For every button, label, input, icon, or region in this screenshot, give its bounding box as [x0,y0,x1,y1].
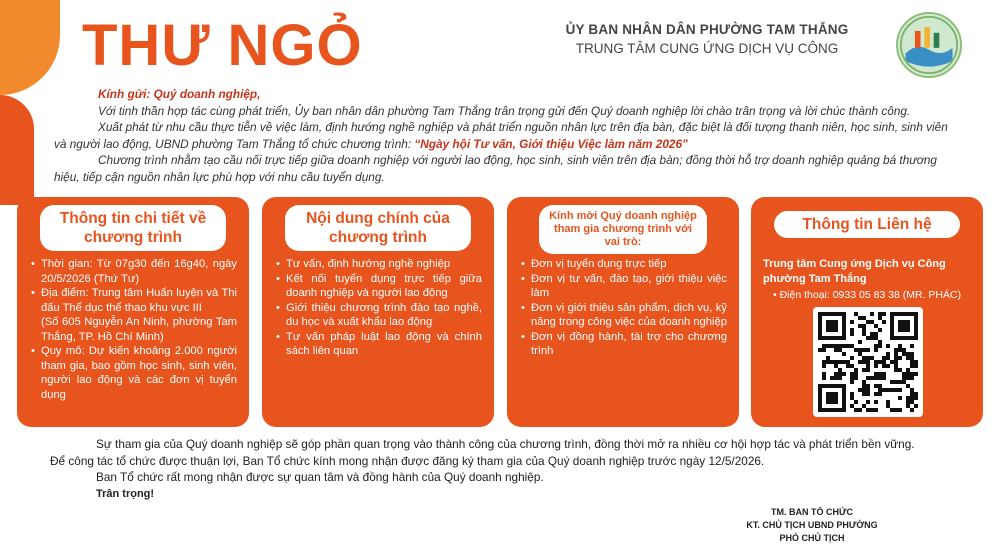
intro-paragraph-1: Với tinh thần hợp tác cùng phát triển, Ủy ban nhân dân phường Tam Thắng trân trọng gửi đến Quý doanh nghiệp lời chào trân trọng và lời chúc thành công. [98,103,911,118]
list-item: • Đơn vị đồng hành, tài trợ cho chương trình [521,330,727,359]
greeting: Kính gửi: Quý doanh nghiệp, [98,87,261,101]
closing-paragraph-2: Để công tác tổ chức được thuận lợi, Ban Tổ chức kính mong nhận được đăng ký tham gia của Quý doanh nghiệp trước ngày 12/5/2026. [50,453,765,468]
card-title: Thông tin chi tiết về chương trình [40,205,226,251]
decorative-accent-top [0,0,60,95]
card-title: Thông tin Liên hệ [774,211,960,238]
card-program-details [17,197,249,427]
list-item: • Tư vấn pháp luật lao động và chính sách liên quan [276,330,482,359]
intro-section [54,86,959,185]
closing-paragraph-1: Sự tham gia của Quý doanh nghiệp sẽ góp phần quan trọng vào thành công của chương trình, đồng thời mở ra nhiều cơ hội hợp tác và phát triển bền vững. [96,437,915,451]
organization-header [542,22,872,56]
list-item: • Giới thiệu chương trình đào tạo nghề, du học và xuất khẩu lao động [276,301,482,330]
signature-line-1: TM. BAN TỔ CHỨC [771,507,853,517]
qr-code [813,307,923,417]
signature-block [742,506,882,545]
organization-unit: TRUNG TÂM CUNG ỨNG DỊCH VỤ CÔNG [575,41,839,56]
closing-section [50,436,970,502]
card-title: Kính mời Quý doanh nghiệp tham gia chương trình với vai trò: [539,205,707,254]
list-item: • Địa điểm: Trung tâm Huấn luyện và Thi đấu Thể dục thể thao khu vực III [31,286,237,315]
signature-line-2: KT. CHỦ TỊCH UBND PHƯỜNG [746,520,878,530]
card-contact-info [751,197,983,427]
card-list [521,257,727,359]
organization-logo [896,12,962,78]
list-item: • Quy mô: Dự kiến khoảng 2.000 người tham gia, bao gồm học sinh, sinh viên, người lao động và các đơn vị tuyển dụng [31,344,237,402]
list-item: • Đơn vị tư vấn, đào tạo, giới thiệu việc làm [521,272,727,301]
list-item: (Số 605 Nguyễn An Ninh, phường Tam Thắng, TP. Hồ Chí Minh) [41,316,237,343]
list-item: • Đơn vị giới thiệu sản phẩm, dịch vụ, kỹ năng trong công việc của doanh nghiệp [521,301,727,330]
organization-name: ỦY BAN NHÂN DÂN PHƯỜNG TAM THẮNG [565,22,849,37]
list-item: • Thời gian: Từ 07g30 đến 16g40, ngày 20/5/2026 (Thứ Tư) [31,257,237,286]
intro-paragraph-2 [54,119,959,152]
info-cards [17,197,983,427]
page-title: THƯ NGỎ [82,13,363,78]
list-item: • Kết nối tuyển dụng trực tiếp giữa doanh nghiệp và người lao động [276,272,482,301]
intro-paragraph-3: Chương trình nhằm tạo cầu nối trực tiếp giữa doanh nghiệp với người lao động, học sinh, sinh viên trên địa bàn; đồng thời hỗ trợ doanh nghiệp quảng bá thương hiệu, tiếp cận nguồn nhân lực phù hợp với nhu cầu tuyển dụng. [54,153,937,184]
card-title: Nội dung chính của chương trình [285,205,471,251]
card-main-content [262,197,494,427]
card-invitation-roles [507,197,739,427]
list-item: • Đơn vị tuyển dụng trực tiếp [521,257,727,272]
intro-paragraph-2-text: Xuất phát từ nhu cầu thực tiễn về việc làm, định hướng nghề nghiệp và phát triển nguồn nhân lực trên địa bàn, đặc biệt là đối tượng thanh niên, học sinh, sinh viên và người lao động, UBND phường Tam Thắng tổ chức chương trình: [54,120,948,151]
closing-paragraph-3: Ban Tổ chức rất mong nhận được sự quan tâm và đồng hành của Quý doanh nghiệp. [96,470,544,484]
card-list [276,257,482,359]
list-item: • Tư vấn, định hướng nghề nghiệp [276,257,482,272]
contact-organization: Trung tâm Cung ứng Dịch vụ Công phường Tam Thắng [763,258,946,285]
decorative-accent-middle [0,95,34,205]
event-name: “Ngày hội Tư vấn, Giới thiệu Việc làm năm 2026” [414,136,688,151]
card-list [31,257,237,402]
contact-phone[interactable]: • Điện thoại: 0933 05 83 38 (MR. PHÁC) [773,289,962,301]
regards: Trân trọng! [96,487,155,500]
signature-line-3: PHÓ CHỦ TỊCH [779,533,845,543]
